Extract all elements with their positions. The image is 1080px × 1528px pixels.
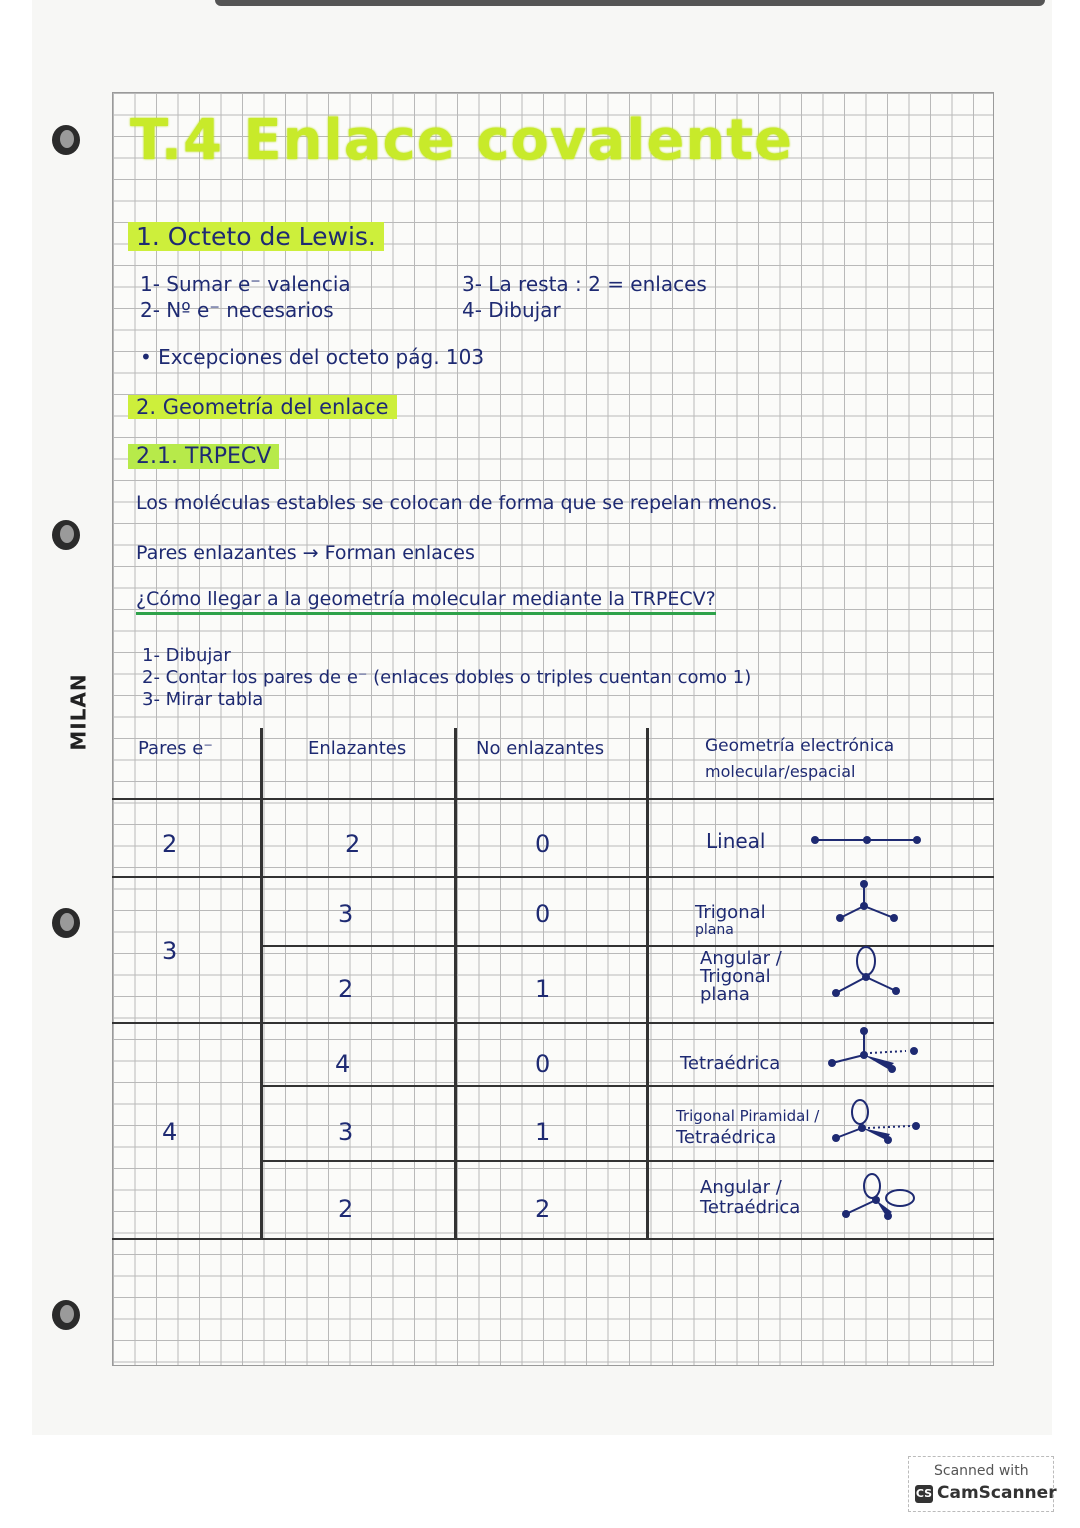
trpecv-subheading: 2.1. TRPECV bbox=[128, 444, 279, 469]
scanner-caption: Scanned with bbox=[934, 1463, 1029, 1479]
geometry-name: Tetraédrica bbox=[680, 1053, 781, 1074]
table-row: 3 bbox=[338, 1118, 354, 1146]
bonding-pairs-note: Pares enlazantes → Forman enlaces bbox=[136, 542, 475, 564]
punch-hole bbox=[52, 1300, 80, 1330]
header-geometria-2: molecular/espacial bbox=[705, 762, 856, 781]
header-enlazantes: Enlazantes bbox=[308, 738, 407, 759]
punch-hole bbox=[52, 908, 80, 938]
table-rule bbox=[262, 1085, 994, 1087]
geometry-question: ¿Cómo llegar a la geometría molecular mediante la TRPECV? bbox=[136, 588, 716, 610]
page-title: T.4 Enlace covalente bbox=[130, 108, 793, 173]
table-row: 0 bbox=[535, 900, 551, 928]
table-row: 4 bbox=[335, 1050, 351, 1078]
table-rule bbox=[262, 1160, 994, 1162]
table-divider bbox=[260, 728, 263, 1240]
step-3: 3- La resta : 2 = enlaces bbox=[462, 272, 707, 296]
table-row: 0 bbox=[535, 830, 551, 858]
trigonal-planar-molecule-icon bbox=[832, 878, 912, 928]
header-no-enlazantes: No enlazantes bbox=[476, 738, 605, 759]
table-divider bbox=[646, 728, 649, 1240]
table-row: 1 bbox=[535, 1118, 551, 1146]
punch-hole bbox=[52, 520, 80, 550]
step-2: 2- Nº e⁻ necesarios bbox=[140, 298, 334, 322]
tetrahedral-molecule-icon bbox=[826, 1025, 926, 1080]
geometry-name: Angular / Tetraédrica bbox=[700, 1177, 801, 1218]
geometry-name: Trigonal Piramidal / Tetraédrica bbox=[676, 1107, 820, 1148]
step-4: 4- Dibujar bbox=[462, 298, 561, 322]
table-row: 2 bbox=[338, 975, 354, 1003]
table-divider bbox=[454, 728, 457, 1240]
bent-trigonal-molecule-icon bbox=[828, 945, 908, 1000]
octet-exceptions-note: • Excepciones del octeto pág. 103 bbox=[140, 345, 485, 369]
table-row: 2 bbox=[345, 830, 361, 858]
trigonal-pyramidal-molecule-icon bbox=[828, 1098, 928, 1148]
table-row: 1 bbox=[535, 975, 551, 1003]
geometry-name: Angular / Trigonal plana bbox=[700, 948, 782, 1005]
procedure-step-3: 3- Mirar tabla bbox=[142, 689, 264, 710]
scanner-brand: CamScanner bbox=[937, 1483, 1057, 1503]
pairs-group-4: 4 bbox=[162, 1118, 178, 1146]
table-rule bbox=[112, 1238, 994, 1240]
pairs-group-2: 2 bbox=[162, 830, 178, 858]
table-row: 2 bbox=[535, 1195, 551, 1223]
geometry-name: Trigonal plana bbox=[695, 902, 766, 938]
section2-heading: 2. Geometría del enlace bbox=[128, 395, 397, 419]
procedure-step-2: 2- Contar los pares de e⁻ (enlaces dobles o triples cuentan como 1) bbox=[142, 667, 752, 688]
step-1: 1- Sumar e⁻ valencia bbox=[140, 272, 351, 296]
section1-heading: 1. Octeto de Lewis. bbox=[128, 222, 384, 251]
punch-hole bbox=[52, 125, 80, 155]
table-row: 3 bbox=[338, 900, 354, 928]
brand-label: MILAN bbox=[66, 673, 91, 751]
spiral-binding bbox=[215, 0, 1045, 6]
table-rule bbox=[112, 1022, 994, 1024]
camscanner-watermark bbox=[908, 1456, 1057, 1512]
table-row: 2 bbox=[338, 1195, 354, 1223]
trpecv-definition: Los moléculas estables se colocan de forma que se repelan menos. bbox=[136, 492, 778, 514]
bent-tetrahedral-molecule-icon bbox=[838, 1172, 928, 1222]
table-row: 0 bbox=[535, 1050, 551, 1078]
header-geometria: Geometría electrónica bbox=[705, 736, 895, 756]
table-rule bbox=[112, 798, 994, 800]
header-pares: Pares e⁻ bbox=[138, 738, 213, 759]
procedure-step-1: 1- Dibujar bbox=[142, 645, 231, 666]
pairs-group-3: 3 bbox=[162, 937, 178, 965]
camscanner-logo: CS bbox=[915, 1485, 933, 1503]
linear-molecule-icon bbox=[805, 828, 935, 852]
geometry-name: Lineal bbox=[706, 829, 766, 853]
